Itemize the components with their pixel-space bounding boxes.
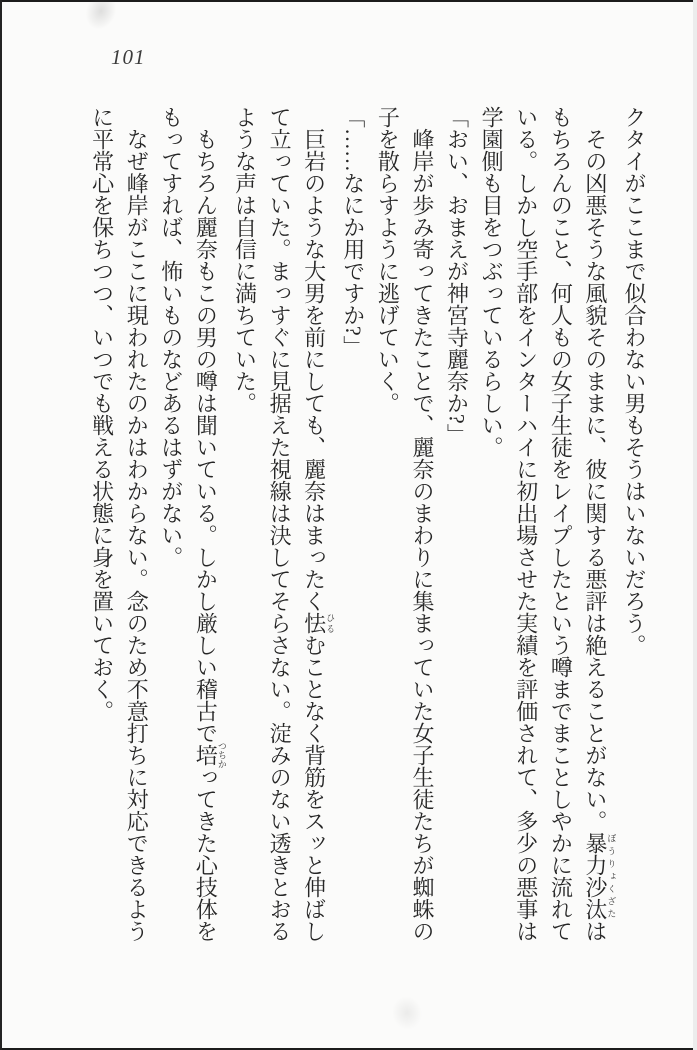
scan-edge-top xyxy=(0,0,697,2)
furigana-term: 培つちか xyxy=(193,741,227,769)
body-text xyxy=(84,106,651,946)
scan-smudge-top xyxy=(80,0,121,34)
paragraph: もちろん麗奈もこの男の噂は聞いている。しかし厳しい稽古で培つちかってきた心技体をもってすれば、怖いものなどあるはずがない。 xyxy=(158,106,227,942)
furigana-term: 暴力沙汰ぼうりょくざた xyxy=(582,832,617,920)
scan-edge-left xyxy=(0,0,2,1050)
paragraph: 峰岸が歩み寄ってきたことで、麗奈のまわりに集まっていた女子生徒たちが蜘蛛の子を散らすように逃げていく。 xyxy=(375,106,435,942)
scan-edge-right xyxy=(693,0,697,1050)
scan-smudge-bottom xyxy=(388,993,426,1034)
paragraph: なぜ峰岸がここに現われたのかはわからない。念のため不意打ちに対応できるように平常心を保ちつつ、いつでも戦える状態に身を置いておく。 xyxy=(89,106,150,942)
paragraph: その凶悪そうな風貌そのままに、彼に関する悪評は絶えることがない。暴力沙汰ぼうりょくざたはもちろんのこと、何人もの女子生徒をレイプしたという噂までまことしやかに流れている。しかし空手部をインターハイに初出場させた実績を評価されて、多少の悪事は学園側も目をつぶっているらしい。 xyxy=(479,106,617,942)
paragraph: 巨岩のような大男を前にしても、麗奈はまったく怯ひるむことなく背筋をスッと伸ばして立っていた。まっすぐに見据えた視線は決してそらさない。淀みのない透きとおるような声は自信に満ちていた。 xyxy=(232,106,336,942)
paragraph: 「……なにか用ですか?」 xyxy=(340,106,366,358)
paragraph: 「おい、おまえが神宮寺麗奈か?」 xyxy=(444,106,470,446)
page-number: 101 xyxy=(111,45,146,69)
paragraph: クタイがここまで似合わない男もそうはいないだろう。 xyxy=(622,106,647,656)
furigana-term: 怯ひる xyxy=(301,612,336,634)
